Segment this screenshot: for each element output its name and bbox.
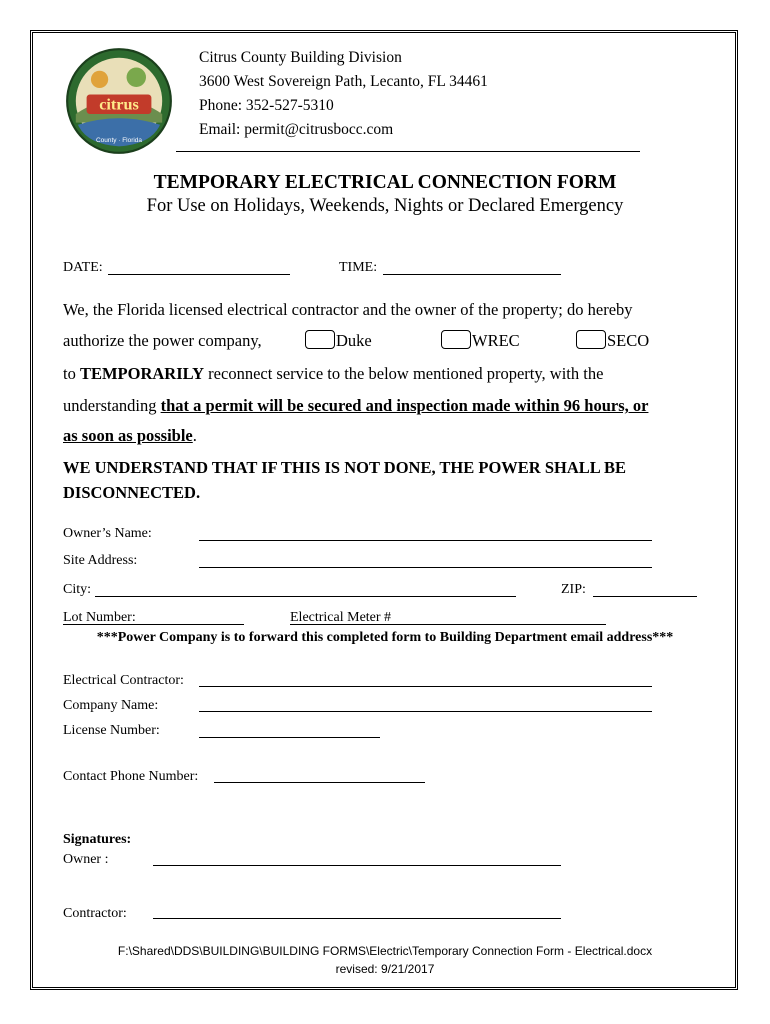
license-number-field[interactable] bbox=[199, 737, 380, 738]
contact-phone-field[interactable] bbox=[214, 782, 425, 783]
contractor-field[interactable] bbox=[199, 686, 652, 687]
meter-field[interactable] bbox=[290, 624, 606, 625]
org-phone: Phone: 352-527-5310 bbox=[199, 97, 334, 114]
date-field[interactable] bbox=[108, 274, 290, 275]
city-label: City: bbox=[63, 582, 92, 597]
county-seal-logo bbox=[65, 47, 173, 155]
time-label: TIME: bbox=[339, 260, 378, 275]
wrec-label: WREC bbox=[472, 331, 520, 350]
lot-number-label: Lot Number: bbox=[63, 610, 136, 625]
contractor-label: Electrical Contractor: bbox=[63, 673, 184, 688]
statement-line2: authorize the power company, bbox=[63, 331, 262, 350]
file-path-footer: F:\Shared\DDS\BUILDING\BUILDING FORMS\Electric\Temporary Connection Form - Electrical.docx bbox=[117, 944, 653, 958]
org-address: 3600 West Sovereign Path, Lecanto, FL 34461 bbox=[199, 73, 488, 90]
seco-label: SECO bbox=[607, 331, 650, 350]
site-address-field[interactable] bbox=[199, 567, 652, 568]
form-title: TEMPORARY ELECTRICAL CONNECTION FORM bbox=[153, 172, 617, 193]
signatures-heading: Signatures: bbox=[63, 832, 132, 847]
site-address-label: Site Address: bbox=[63, 553, 138, 568]
meter-label: Electrical Meter # bbox=[290, 610, 392, 625]
city-field[interactable] bbox=[95, 596, 516, 597]
zip-label: ZIP: bbox=[561, 582, 586, 597]
lot-number-field[interactable] bbox=[63, 624, 244, 625]
seal-logo-text: citrus bbox=[99, 95, 139, 114]
duke-checkbox[interactable] bbox=[305, 330, 335, 349]
org-email[interactable]: Email: permit@citrusbocc.com bbox=[199, 121, 394, 138]
warning-line1: WE UNDERSTAND THAT IF THIS IS NOT DONE, THE POWER SHALL BE bbox=[63, 458, 626, 477]
owner-signature-field[interactable] bbox=[153, 865, 561, 866]
form-subtitle: For Use on Holidays, Weekends, Nights or Declared Emergency bbox=[146, 196, 624, 216]
license-number-label: License Number: bbox=[63, 723, 160, 738]
seal-ring-text: County · Florida bbox=[95, 137, 143, 145]
contact-phone-label: Contact Phone Number: bbox=[63, 769, 199, 784]
owner-name-label: Owner’s Name: bbox=[63, 526, 152, 541]
statement-line3: to TEMPORARILY reconnect service to the below mentioned property, with the bbox=[63, 364, 604, 383]
zip-field[interactable] bbox=[593, 596, 697, 597]
duke-label: Duke bbox=[336, 331, 372, 350]
seco-checkbox[interactable] bbox=[576, 330, 606, 349]
header-divider bbox=[176, 151, 640, 152]
statement-line4: understanding that a permit will be secured and inspection made within 96 hours, or bbox=[63, 396, 649, 415]
warning-line2: DISCONNECTED. bbox=[63, 483, 201, 502]
date-label: DATE: bbox=[63, 260, 103, 275]
company-name-field[interactable] bbox=[199, 711, 652, 712]
power-company-notice: ***Power Company is to forward this completed form to Building Department email address*** bbox=[96, 630, 674, 645]
owner-name-field[interactable] bbox=[199, 540, 652, 541]
wrec-checkbox[interactable] bbox=[441, 330, 471, 349]
org-name: Citrus County Building Division bbox=[199, 49, 402, 66]
statement-line5: as soon as possible. bbox=[63, 426, 197, 445]
owner-signature-label: Owner : bbox=[63, 852, 109, 867]
contractor-signature-field[interactable] bbox=[153, 918, 561, 919]
revised-date-footer: revised: 9/21/2017 bbox=[335, 962, 435, 976]
time-field[interactable] bbox=[383, 274, 561, 275]
company-name-label: Company Name: bbox=[63, 698, 159, 713]
contractor-signature-label: Contractor: bbox=[63, 906, 127, 921]
statement-line1: We, the Florida licensed electrical contractor and the owner of the property; do hereby bbox=[63, 300, 633, 319]
